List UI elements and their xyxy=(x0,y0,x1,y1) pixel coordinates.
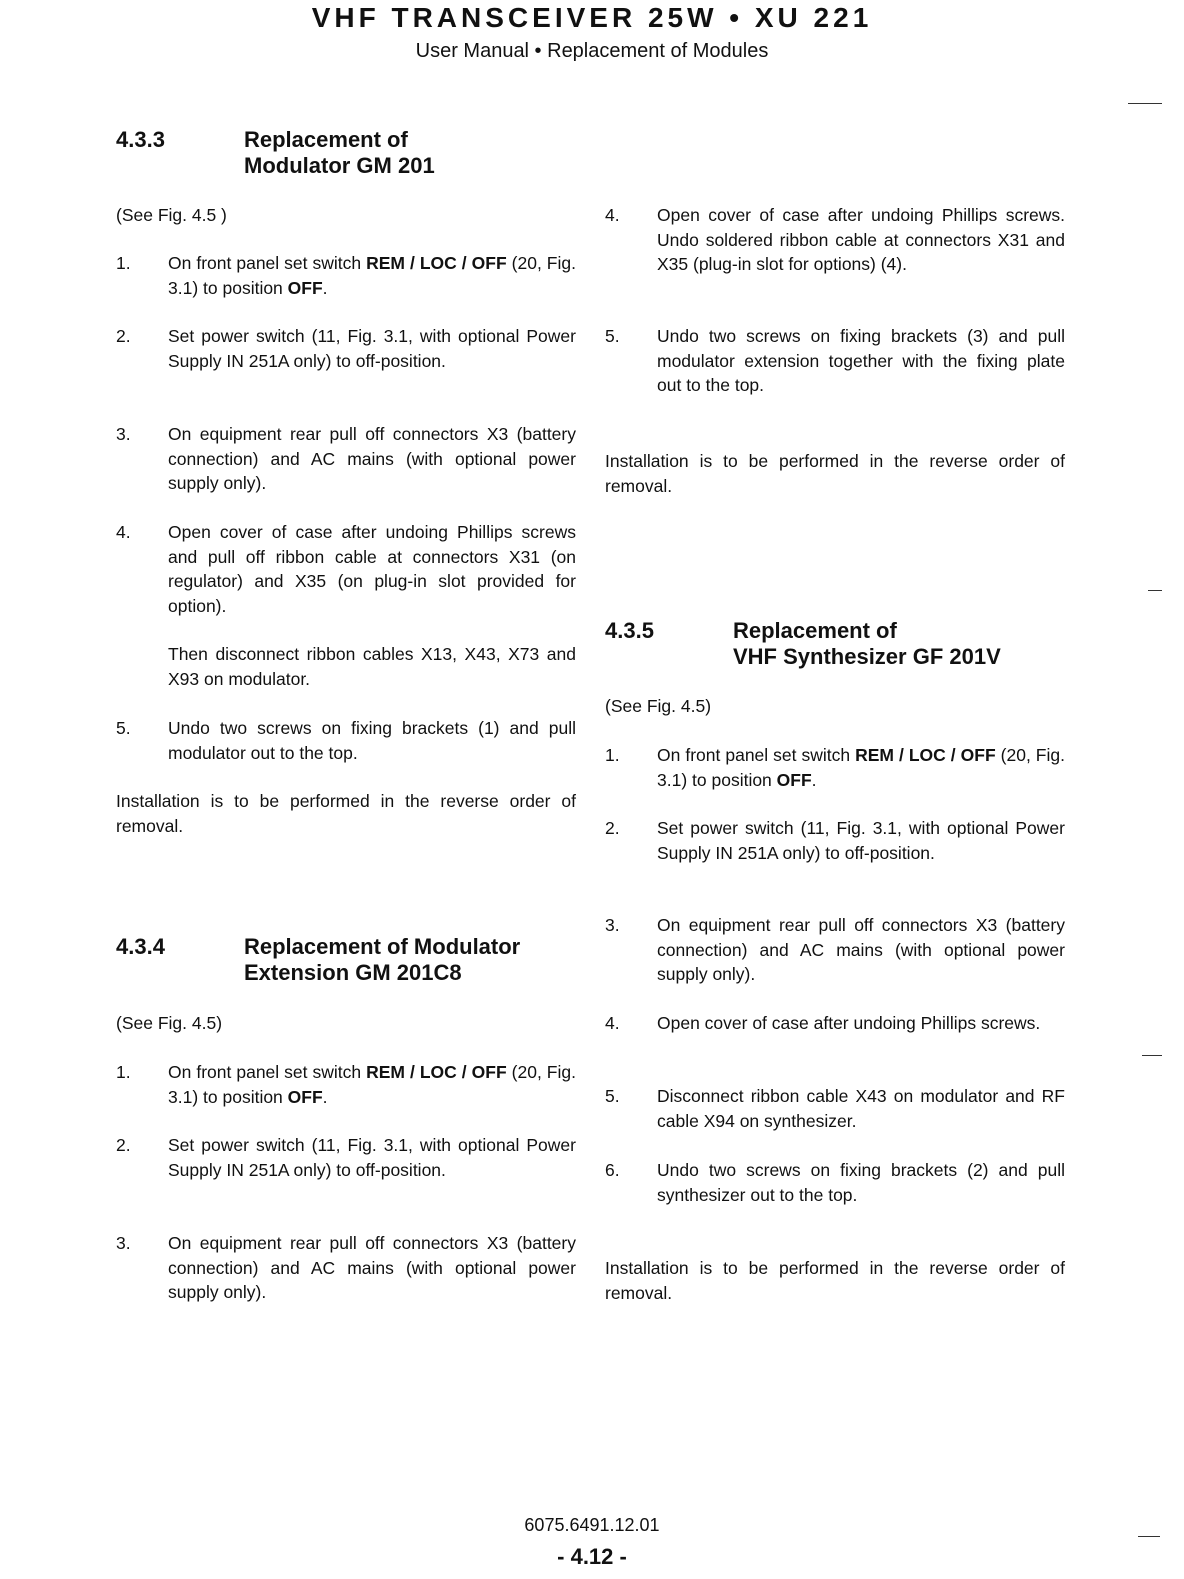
list-item xyxy=(605,1011,1065,1036)
item-text: On equipment rear pull off connectors X3 (battery connection) and AC mains (with optional power supply only). xyxy=(168,424,576,493)
section-title xyxy=(244,934,520,986)
item-text: On front panel set switch REM / LOC / OFF (20, Fig. 3.1) to position OFF. xyxy=(168,253,576,298)
list-item xyxy=(116,1133,576,1182)
list-item xyxy=(116,251,576,300)
installation-note: Installation is to be performed in the reverse order of removal. xyxy=(605,451,1065,496)
list-item xyxy=(605,913,1065,987)
section-number: 4.3.5 xyxy=(605,618,654,643)
item-text: Disconnect ribbon cable X43 on modulator and RF cable X94 on synthesizer. xyxy=(657,1086,1065,1131)
item-text: Undo two screws on fixing brackets (3) and pull modulator extension together with the fixing plate out to the top. xyxy=(657,326,1065,395)
item-text: On front panel set switch REM / LOC / OFF (20, Fig. 3.1) to position OFF. xyxy=(168,1062,576,1107)
document-subtitle: User Manual • Replacement of Modules xyxy=(415,40,769,62)
item-number: 2. xyxy=(116,326,131,346)
item-number: 3. xyxy=(116,1233,131,1253)
document-title: VHF TRANSCEIVER 25W • XU 221 xyxy=(311,2,873,33)
section-title-line2: Extension GM 201C8 xyxy=(244,960,462,985)
list-item xyxy=(116,716,576,765)
item-text: Open cover of case after undoing Phillips screws. Undo soldered ribbon cable at connectors X31 and X35 (plug-in slot for options) (4). xyxy=(657,205,1065,274)
list-item xyxy=(605,1158,1065,1207)
item-number: 4. xyxy=(116,522,131,542)
item-text: On equipment rear pull off connectors X3 (battery connection) and AC mains (with optional power supply only). xyxy=(657,915,1065,984)
item-number: 3. xyxy=(116,424,131,444)
item-text: On equipment rear pull off connectors X3 (battery connection) and AC mains (with optional power supply only). xyxy=(168,1233,576,1302)
list-item xyxy=(605,324,1065,398)
margin-mark xyxy=(1148,590,1162,591)
item-number: 1. xyxy=(116,253,131,273)
item-number: 2. xyxy=(605,818,620,838)
section-number: 4.3.4 xyxy=(116,934,165,959)
see-figure-note: (See Fig. 4.5) xyxy=(116,1013,223,1033)
page-number: - 4.12 - xyxy=(557,1544,627,1569)
item-number: 5. xyxy=(605,326,620,346)
section-4-3-3 xyxy=(116,127,435,179)
section-heading xyxy=(116,934,520,986)
see-figure-note: (See Fig. 4.5) xyxy=(605,696,712,716)
list-item xyxy=(116,324,576,373)
item-text-para2: Then disconnect ribbon cables X13, X43, X73 and X93 on modulator. xyxy=(168,644,576,689)
item-number: 4. xyxy=(605,1013,620,1033)
list-item xyxy=(116,1060,576,1109)
list-item xyxy=(605,203,1065,277)
installation-note: Installation is to be performed in the reverse order of removal. xyxy=(605,1258,1065,1303)
section-4-3-4 xyxy=(116,934,520,986)
item-number: 6. xyxy=(605,1160,620,1180)
section-title-line2: Modulator GM 201 xyxy=(244,153,435,178)
item-number: 5. xyxy=(116,718,131,738)
section-heading xyxy=(605,618,1001,670)
installation-note: Installation is to be performed in the reverse order of removal. xyxy=(116,791,576,836)
item-text: Undo two screws on fixing brackets (2) and pull synthesizer out to the top. xyxy=(657,1160,1065,1205)
section-title-line1: Replacement of xyxy=(733,618,897,643)
margin-mark xyxy=(1142,1055,1162,1056)
list-item xyxy=(116,520,576,691)
item-text: Set power switch (11, Fig. 3.1, with optional Power Supply IN 251A only) to off-position. xyxy=(657,818,1065,863)
margin-mark xyxy=(1138,1536,1160,1537)
list-item xyxy=(116,1231,576,1305)
section-heading xyxy=(116,127,435,179)
section-title-line2: VHF Synthesizer GF 201V xyxy=(733,644,1001,669)
item-number: 1. xyxy=(605,745,620,765)
margin-mark xyxy=(1128,103,1162,104)
item-number: 1. xyxy=(116,1062,131,1082)
item-text-para1: Open cover of case after undoing Phillips screws and pull off ribbon cable at connectors X31 (on regulator) and X35 (on plug-in slot provided for option). xyxy=(168,522,576,616)
list-item xyxy=(116,422,576,496)
item-text: Open cover of case after undoing Phillips screws. xyxy=(657,1013,1041,1033)
see-figure-note: (See Fig. 4.5 ) xyxy=(116,205,227,225)
item-text: Undo two screws on fixing brackets (1) and pull modulator out to the top. xyxy=(168,718,576,763)
section-title xyxy=(244,127,435,179)
section-number: 4.3.3 xyxy=(116,127,165,152)
section-title-line1: Replacement of Modulator xyxy=(244,934,521,959)
document-code: 6075.6491.12.01 xyxy=(524,1515,660,1535)
item-text: On front panel set switch REM / LOC / OFF (20, Fig. 3.1) to position OFF. xyxy=(657,745,1065,790)
section-title-line1: Replacement of xyxy=(244,127,408,152)
item-number: 3. xyxy=(605,915,620,935)
section-4-3-5 xyxy=(605,618,1001,670)
item-text xyxy=(168,520,576,691)
item-number: 2. xyxy=(116,1135,131,1155)
list-item xyxy=(605,1084,1065,1133)
list-item xyxy=(605,743,1065,792)
item-number: 5. xyxy=(605,1086,620,1106)
list-item xyxy=(605,816,1065,865)
item-text: Set power switch (11, Fig. 3.1, with optional Power Supply IN 251A only) to off-position. xyxy=(168,326,576,371)
section-title xyxy=(733,618,1001,670)
item-number: 4. xyxy=(605,205,620,225)
item-text: Set power switch (11, Fig. 3.1, with optional Power Supply IN 251A only) to off-position. xyxy=(168,1135,576,1180)
